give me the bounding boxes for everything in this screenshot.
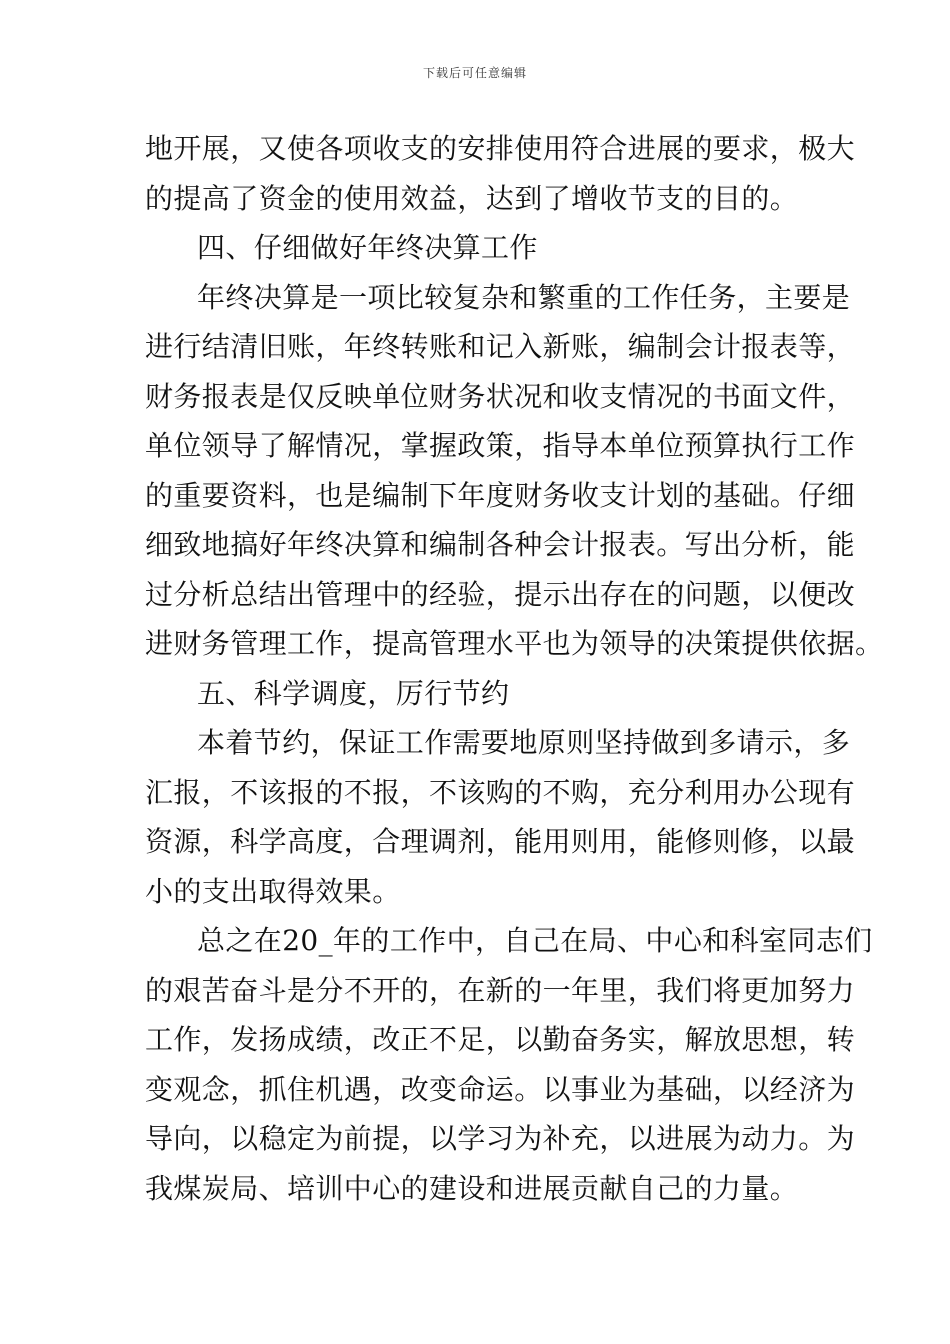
text-line: 单位领导了解情况，掌握政策，指导本单位预算执行工作 [145, 429, 856, 462]
header-note: 下载后可任意编辑 [422, 66, 527, 80]
text-line: 工作，发扬成绩，改正不足，以勤奋务实，解放思想，转 [145, 1023, 856, 1056]
text-line: 变观念，抓住机遇，改变命运。以事业为基础，以经济为 [145, 1072, 856, 1106]
text-line: 过分析总结出管理中的经验，提示出存在的问题，以便改 [145, 577, 856, 611]
text-line: 财务报表是仅反映单位财务状况和收支情况的书面文件， [145, 379, 856, 413]
text-line: 的提高了资金的使用效益，达到了增收节支的目的。 [145, 181, 799, 215]
text-line: 地开展，又使各项收支的安排使用符合进展的要求，极大 [145, 132, 856, 165]
text-line: 年终决算是一项比较复杂和繁重的工作任务，主要是 [197, 280, 851, 314]
text-line: 的重要资料，也是编制下年度财务收支计划的基础。仔细 [145, 478, 856, 512]
section-heading-4: 四、仔细做好年终决算工作 [197, 231, 538, 264]
section-heading-5: 五、科学调度，厉行节约 [197, 676, 510, 710]
document-body [145, 124, 884, 1213]
text-line: 导向，以稳定为前提，以学习为补充，以进展为动力。为 [145, 1122, 856, 1155]
text-line: 进财务管理工作，提高管理水平也为领导的决策提供依据。 [145, 627, 884, 660]
text-line: 我煤炭局、培训中心的建设和进展贡献自己的力量。 [145, 1171, 799, 1205]
text-line: 汇报，不该报的不报，不该购的不购，充分利用办公现有 [145, 775, 856, 809]
text-line: 进行结清旧账，年终转账和记入新账，编制会计报表等， [145, 330, 856, 363]
text-line: 总之在20_年的工作中，自己在局、中心和科室同志们 [197, 924, 873, 957]
text-line: 资源，科学高度，合理调剂，能用则用，能修则修，以最 [145, 825, 856, 858]
text-line: 细致地搞好年终决算和编制各种会计报表。写出分析，能 [145, 528, 856, 561]
text-line: 本着节约，保证工作需要地原则坚持做到多请示，多 [197, 726, 851, 759]
text-line: 的艰苦奋斗是分不开的，在新的一年里，我们将更加努力 [145, 973, 856, 1007]
text-line: 小的支出取得效果。 [145, 874, 401, 908]
